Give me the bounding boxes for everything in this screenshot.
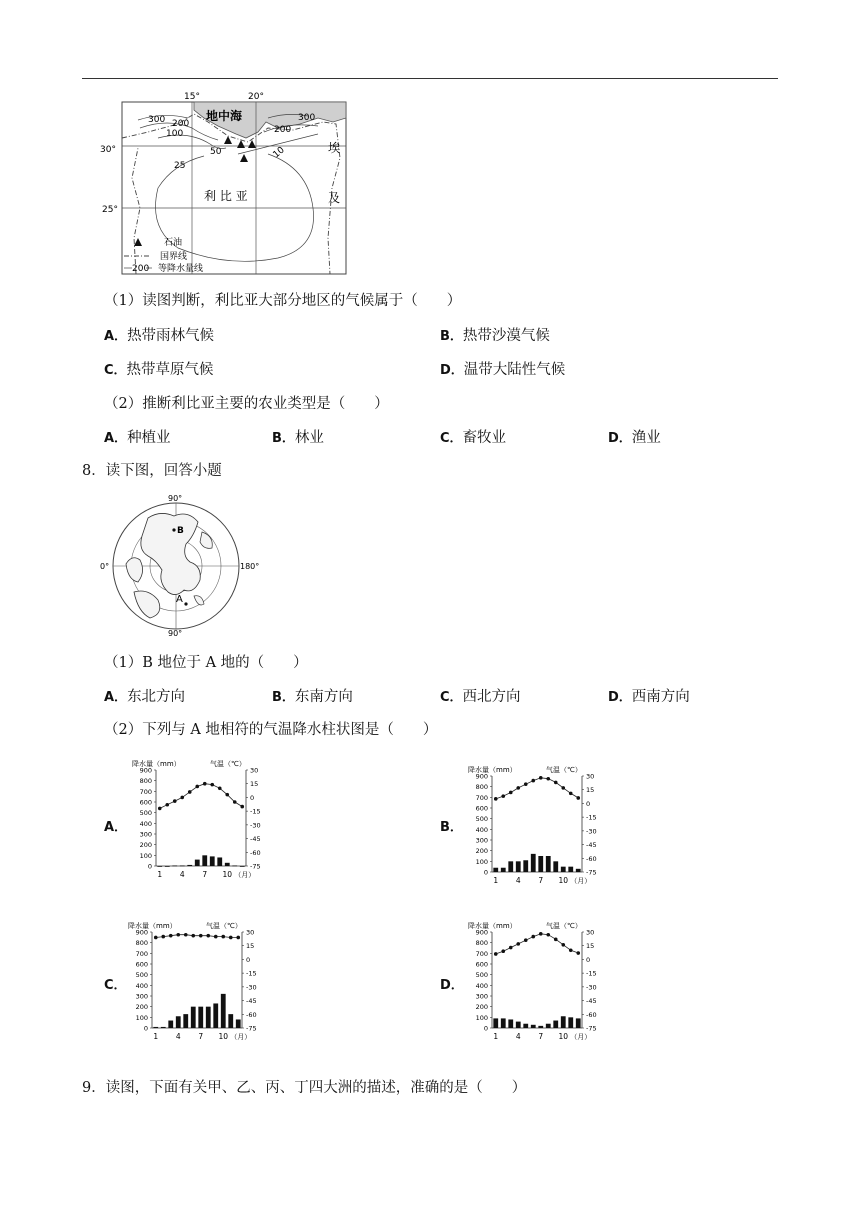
question-7-2-stem: （2）推断利比亚主要的农业类型是（ ） xyxy=(104,396,389,412)
precip-bar xyxy=(180,865,185,866)
q8-2-option-b[interactable]: B． xyxy=(440,820,463,835)
precip-bar xyxy=(508,861,513,872)
temp-point xyxy=(233,800,237,804)
polar-map xyxy=(98,496,268,638)
temp-point xyxy=(539,776,543,780)
precip-tick-label: 400 xyxy=(135,981,148,990)
question-8-stem: 8．读下图，回答小题 xyxy=(82,463,222,479)
temp-point xyxy=(546,933,550,937)
temp-tick-label: -30 xyxy=(586,827,597,836)
precip-bar xyxy=(225,863,230,866)
temp-tick-label: 15 xyxy=(246,942,255,951)
precip-tick-label: 400 xyxy=(475,825,488,834)
q8-2-option-c[interactable]: C． xyxy=(104,978,127,993)
precip-bar xyxy=(210,856,215,866)
temp-point xyxy=(161,935,165,939)
month-tick-label: 7 xyxy=(538,1032,544,1041)
precip-tick-label: 700 xyxy=(475,949,488,958)
precip-axis-title: 降水量（mm） xyxy=(132,760,181,768)
temp-point xyxy=(509,946,513,950)
precip-bar xyxy=(191,1007,196,1028)
temp-point xyxy=(236,936,240,940)
temp-point xyxy=(240,805,244,809)
precip-tick-label: 0 xyxy=(147,862,152,871)
temp-tick-label: -45 xyxy=(586,841,597,850)
precip-tick-label: 600 xyxy=(135,960,148,969)
temp-point xyxy=(546,777,550,781)
precip-tick-label: 800 xyxy=(475,783,488,792)
precip-tick-label: 500 xyxy=(135,971,148,980)
precip-tick-label: 400 xyxy=(139,819,152,828)
precip-tick-label: 200 xyxy=(475,847,488,856)
precip-tick-label: 0 xyxy=(483,1024,488,1033)
month-tick-label: 4 xyxy=(515,876,521,885)
precip-tick-label: 800 xyxy=(139,777,152,786)
temp-point xyxy=(188,790,192,794)
precip-bar xyxy=(576,1018,581,1028)
temp-tick-label: 30 xyxy=(250,766,259,775)
climate-chart-d[interactable] xyxy=(464,920,614,1052)
temp-axis-title: 气温（℃） xyxy=(546,922,582,930)
q7-2-option-b[interactable]: B．林业 xyxy=(272,430,324,446)
precip-tick-label: 500 xyxy=(475,815,488,824)
month-unit: （月） xyxy=(570,877,592,885)
precip-bar xyxy=(516,1022,521,1028)
temp-tick-label: -60 xyxy=(586,854,597,863)
precip-tick-label: 700 xyxy=(475,793,488,802)
temp-axis-title: 气温（℃） xyxy=(210,760,246,768)
precip-tick-label: 500 xyxy=(475,971,488,980)
climate-chart-a[interactable] xyxy=(128,758,278,890)
temp-tick-label: -45 xyxy=(246,997,257,1006)
precip-bar xyxy=(240,866,245,867)
temp-tick-label: -75 xyxy=(586,868,597,877)
temp-tick-label: -75 xyxy=(246,1024,257,1033)
precip-bar xyxy=(195,860,200,866)
temp-axis-title: 气温（℃） xyxy=(206,922,242,930)
legend-isoline: 等降水量线 xyxy=(158,264,204,274)
isoline-label: 200 xyxy=(274,125,292,135)
temp-point xyxy=(516,942,520,946)
precip-bar xyxy=(553,1021,558,1028)
precip-bar xyxy=(553,861,558,872)
temp-axis-title: 气温（℃） xyxy=(546,766,582,774)
temp-point xyxy=(221,935,225,939)
precip-bar xyxy=(213,1003,218,1028)
temp-point xyxy=(494,797,498,801)
month-tick-label: 10 xyxy=(558,876,569,885)
temp-point xyxy=(176,933,180,937)
polar-label-top: 90° xyxy=(168,494,183,503)
temp-point xyxy=(569,792,573,796)
temp-tick-label: -15 xyxy=(250,807,261,816)
month-unit: （月） xyxy=(570,1033,592,1041)
q8-2-option-d[interactable]: D． xyxy=(440,978,464,993)
precip-bar xyxy=(228,1014,233,1028)
climate-chart-c[interactable] xyxy=(124,920,274,1052)
temp-tick-label: 30 xyxy=(586,928,595,937)
temp-point xyxy=(206,934,210,938)
q7-2-option-c[interactable]: C．畜牧业 xyxy=(440,430,507,446)
temp-tick-label: 0 xyxy=(586,955,591,964)
temp-tick-label: 0 xyxy=(246,955,251,964)
precip-bar xyxy=(561,1016,566,1028)
precip-bar xyxy=(546,1024,551,1028)
temp-tick-label: -75 xyxy=(586,1024,597,1033)
precip-bar xyxy=(206,1007,211,1028)
precip-tick-label: 0 xyxy=(143,1024,148,1033)
egypt-label-1: 埃 xyxy=(328,141,341,155)
temp-tick-label: -45 xyxy=(586,997,597,1006)
precip-tick-label: 800 xyxy=(475,939,488,948)
precip-bar xyxy=(568,867,573,872)
isoline-label: 300 xyxy=(298,113,316,123)
precip-tick-label: 600 xyxy=(139,798,152,807)
precip-bar xyxy=(561,867,566,872)
month-tick-label: 1 xyxy=(157,870,163,879)
precip-tick-label: 300 xyxy=(135,992,148,1001)
climate-chart-b[interactable] xyxy=(464,764,614,896)
temp-line xyxy=(496,778,579,799)
precip-tick-label: 700 xyxy=(135,949,148,958)
q8-1-option-c[interactable]: C．西北方向 xyxy=(440,689,521,705)
lon-label-15: 15° xyxy=(184,92,200,102)
temp-point xyxy=(569,948,573,952)
precip-bar xyxy=(198,1007,203,1028)
q7-1-option-d[interactable]: D．温带大陆性气候 xyxy=(440,362,566,378)
month-tick-label: 1 xyxy=(493,876,499,885)
precip-bar xyxy=(157,866,162,867)
temp-point xyxy=(154,936,158,940)
temp-tick-label: -75 xyxy=(250,862,261,871)
temp-tick-label: 15 xyxy=(586,786,595,795)
temp-point xyxy=(191,934,195,938)
month-unit: （月） xyxy=(230,1033,252,1041)
question-9-stem: 9．读图，下面有关甲、乙、丙、丁四大洲的描述，准确的是（ ） xyxy=(82,1080,527,1096)
temp-tick-label: -15 xyxy=(246,969,257,978)
precip-bar xyxy=(493,1018,498,1028)
precip-tick-label: 300 xyxy=(475,836,488,845)
temp-tick-label: 15 xyxy=(250,780,259,789)
precip-tick-label: 200 xyxy=(135,1003,148,1012)
isoline-label: 25 xyxy=(174,161,186,171)
precip-bar xyxy=(236,1019,241,1028)
temp-tick-label: 15 xyxy=(586,942,595,951)
precip-bar xyxy=(187,865,192,866)
question-8-2-stem: （2）下列与 A 地相符的气温降水柱状图是（ ） xyxy=(104,722,438,738)
temp-tick-label: 0 xyxy=(586,799,591,808)
libya-map xyxy=(100,88,350,278)
precip-tick-label: 200 xyxy=(475,1003,488,1012)
precip-bar xyxy=(538,1026,543,1028)
month-tick-label: 10 xyxy=(222,870,233,879)
month-tick-label: 4 xyxy=(179,870,185,879)
temp-point xyxy=(195,785,199,789)
precip-bar xyxy=(568,1017,573,1028)
temp-point xyxy=(531,779,535,783)
precip-bar xyxy=(168,1021,173,1028)
precip-tick-label: 100 xyxy=(475,857,488,866)
temp-line xyxy=(156,935,239,938)
q7-2-option-d[interactable]: D．渔业 xyxy=(608,430,661,446)
temp-point xyxy=(524,938,528,942)
temp-point xyxy=(516,786,520,790)
q7-1-option-a[interactable]: A．热带雨林气候 xyxy=(104,328,215,344)
temp-point xyxy=(494,952,498,956)
isoline-label: 200 xyxy=(172,119,190,129)
precip-tick-label: 100 xyxy=(139,851,152,860)
month-tick-label: 10 xyxy=(218,1032,229,1041)
lat-label-25: 25° xyxy=(102,205,118,215)
temp-tick-label: -60 xyxy=(586,1010,597,1019)
month-tick-label: 7 xyxy=(538,876,544,885)
precip-bar xyxy=(531,1025,536,1028)
precip-bar xyxy=(183,1014,188,1028)
temp-tick-label: -15 xyxy=(586,969,597,978)
temp-point xyxy=(184,933,188,937)
q7-2-option-a[interactable]: A．种植业 xyxy=(104,430,171,446)
temp-point xyxy=(199,934,203,938)
isoline-label: 50 xyxy=(210,147,222,157)
temp-tick-label: 30 xyxy=(246,928,255,937)
temp-point xyxy=(561,943,565,947)
point-a-label: A xyxy=(176,594,183,605)
precip-bar xyxy=(153,1027,158,1028)
q8-1-option-a[interactable]: A．东北方向 xyxy=(104,689,186,705)
precip-bar xyxy=(161,1027,166,1028)
temp-point xyxy=(509,791,513,795)
precip-tick-label: 400 xyxy=(475,981,488,990)
polar-label-left: 0° xyxy=(100,562,110,571)
precip-bar xyxy=(217,857,222,866)
precip-tick-label: 800 xyxy=(135,939,148,948)
egypt-label-2: 及 xyxy=(328,191,341,205)
q8-2-option-a[interactable]: A． xyxy=(104,820,128,835)
precip-bar xyxy=(576,869,581,872)
precip-bar xyxy=(172,865,177,866)
precip-axis-title: 降水量（mm） xyxy=(128,922,177,930)
precip-tick-label: 900 xyxy=(139,766,152,775)
sea-label: 地中海 xyxy=(206,109,243,123)
temp-point xyxy=(214,935,218,939)
precip-bar xyxy=(176,1016,181,1028)
q7-1-option-b[interactable]: B．热带沙漠气候 xyxy=(440,328,550,344)
precip-bar xyxy=(538,856,543,872)
point-b-label: B xyxy=(177,526,184,536)
question-8-1-stem: （1）B 地位于 A 地的（ ） xyxy=(104,655,308,671)
temp-tick-label: 0 xyxy=(250,793,255,802)
precip-tick-label: 100 xyxy=(475,1013,488,1022)
month-tick-label: 4 xyxy=(515,1032,521,1041)
precip-bar xyxy=(165,866,170,867)
precip-bar xyxy=(202,855,207,866)
polar-label-right: 180° xyxy=(240,562,260,571)
precip-axis-title: 降水量（mm） xyxy=(468,766,517,774)
isoline-label: 300 xyxy=(148,115,166,125)
precip-bar xyxy=(221,994,226,1028)
isoline-label: 10 xyxy=(271,145,287,161)
precip-tick-label: 100 xyxy=(135,1013,148,1022)
temp-point xyxy=(165,803,169,807)
temp-point xyxy=(225,793,229,797)
temp-point xyxy=(501,949,505,953)
legend-isoline-value: 200 xyxy=(132,264,150,274)
precip-tick-label: 900 xyxy=(475,772,488,781)
temp-point xyxy=(501,794,505,798)
month-tick-label: 1 xyxy=(493,1032,499,1041)
q8-1-option-d[interactable]: D．西南方向 xyxy=(608,689,690,705)
temp-point xyxy=(531,935,535,939)
temp-tick-label: -30 xyxy=(586,983,597,992)
precip-tick-label: 600 xyxy=(475,960,488,969)
temp-point xyxy=(169,934,173,938)
temp-point xyxy=(554,781,558,785)
temp-point xyxy=(524,782,528,786)
precip-tick-label: 200 xyxy=(139,841,152,850)
precip-tick-label: 0 xyxy=(483,868,488,877)
legend-oil: 石油 xyxy=(164,238,183,248)
precip-bar xyxy=(546,856,551,872)
question-7-1-stem: （1）读图判断，利比亚大部分地区的气候属于（ ） xyxy=(104,293,462,309)
precip-bar xyxy=(232,865,237,866)
q8-1-option-b[interactable]: B．东南方向 xyxy=(272,689,353,705)
temp-point xyxy=(210,783,214,787)
temp-tick-label: -30 xyxy=(250,821,261,830)
precip-bar xyxy=(516,861,521,872)
precip-bar xyxy=(501,868,506,872)
month-tick-label: 1 xyxy=(153,1032,159,1041)
country-label: 利 比 亚 xyxy=(204,189,248,203)
precip-bar xyxy=(523,1024,528,1028)
temp-point xyxy=(203,782,207,786)
header-rule xyxy=(82,78,778,79)
temp-line xyxy=(160,784,243,809)
month-tick-label: 4 xyxy=(175,1032,181,1041)
precip-bar xyxy=(501,1018,506,1028)
precip-tick-label: 700 xyxy=(139,787,152,796)
month-tick-label: 7 xyxy=(198,1032,204,1041)
precip-bar xyxy=(508,1019,513,1028)
temp-point xyxy=(576,951,580,955)
precip-bar xyxy=(531,854,536,872)
precip-bar xyxy=(493,868,498,872)
precip-axis-title: 降水量（mm） xyxy=(468,922,517,930)
temp-point xyxy=(218,786,222,790)
temp-tick-label: -15 xyxy=(586,813,597,822)
temp-tick-label: -45 xyxy=(250,835,261,844)
isoline-label: 100 xyxy=(166,129,184,139)
temp-point xyxy=(554,938,558,942)
month-unit: （月） xyxy=(234,871,256,879)
month-tick-label: 7 xyxy=(202,870,208,879)
lat-label-30: 30° xyxy=(100,145,116,155)
lon-label-20: 20° xyxy=(248,92,264,102)
temp-tick-label: -60 xyxy=(250,848,261,857)
precip-tick-label: 900 xyxy=(135,928,148,937)
month-tick-label: 10 xyxy=(558,1032,569,1041)
temp-point xyxy=(561,786,565,790)
precip-tick-label: 300 xyxy=(139,830,152,839)
temp-tick-label: -60 xyxy=(246,1010,257,1019)
precip-tick-label: 900 xyxy=(475,928,488,937)
temp-tick-label: 30 xyxy=(586,772,595,781)
precip-tick-label: 300 xyxy=(475,992,488,1001)
temp-point xyxy=(576,796,580,800)
temp-line xyxy=(496,934,579,954)
legend-border: 国界线 xyxy=(160,252,188,262)
temp-point xyxy=(173,799,177,803)
precip-tick-label: 500 xyxy=(139,809,152,818)
q7-1-option-c[interactable]: C．热带草原气候 xyxy=(104,362,214,378)
temp-point xyxy=(180,796,184,800)
polar-label-bottom: 90° xyxy=(168,629,183,638)
temp-point xyxy=(158,807,162,811)
temp-point xyxy=(229,936,233,940)
temp-tick-label: -30 xyxy=(246,983,257,992)
precip-bar xyxy=(523,860,528,872)
temp-point xyxy=(539,932,543,936)
precip-tick-label: 600 xyxy=(475,804,488,813)
